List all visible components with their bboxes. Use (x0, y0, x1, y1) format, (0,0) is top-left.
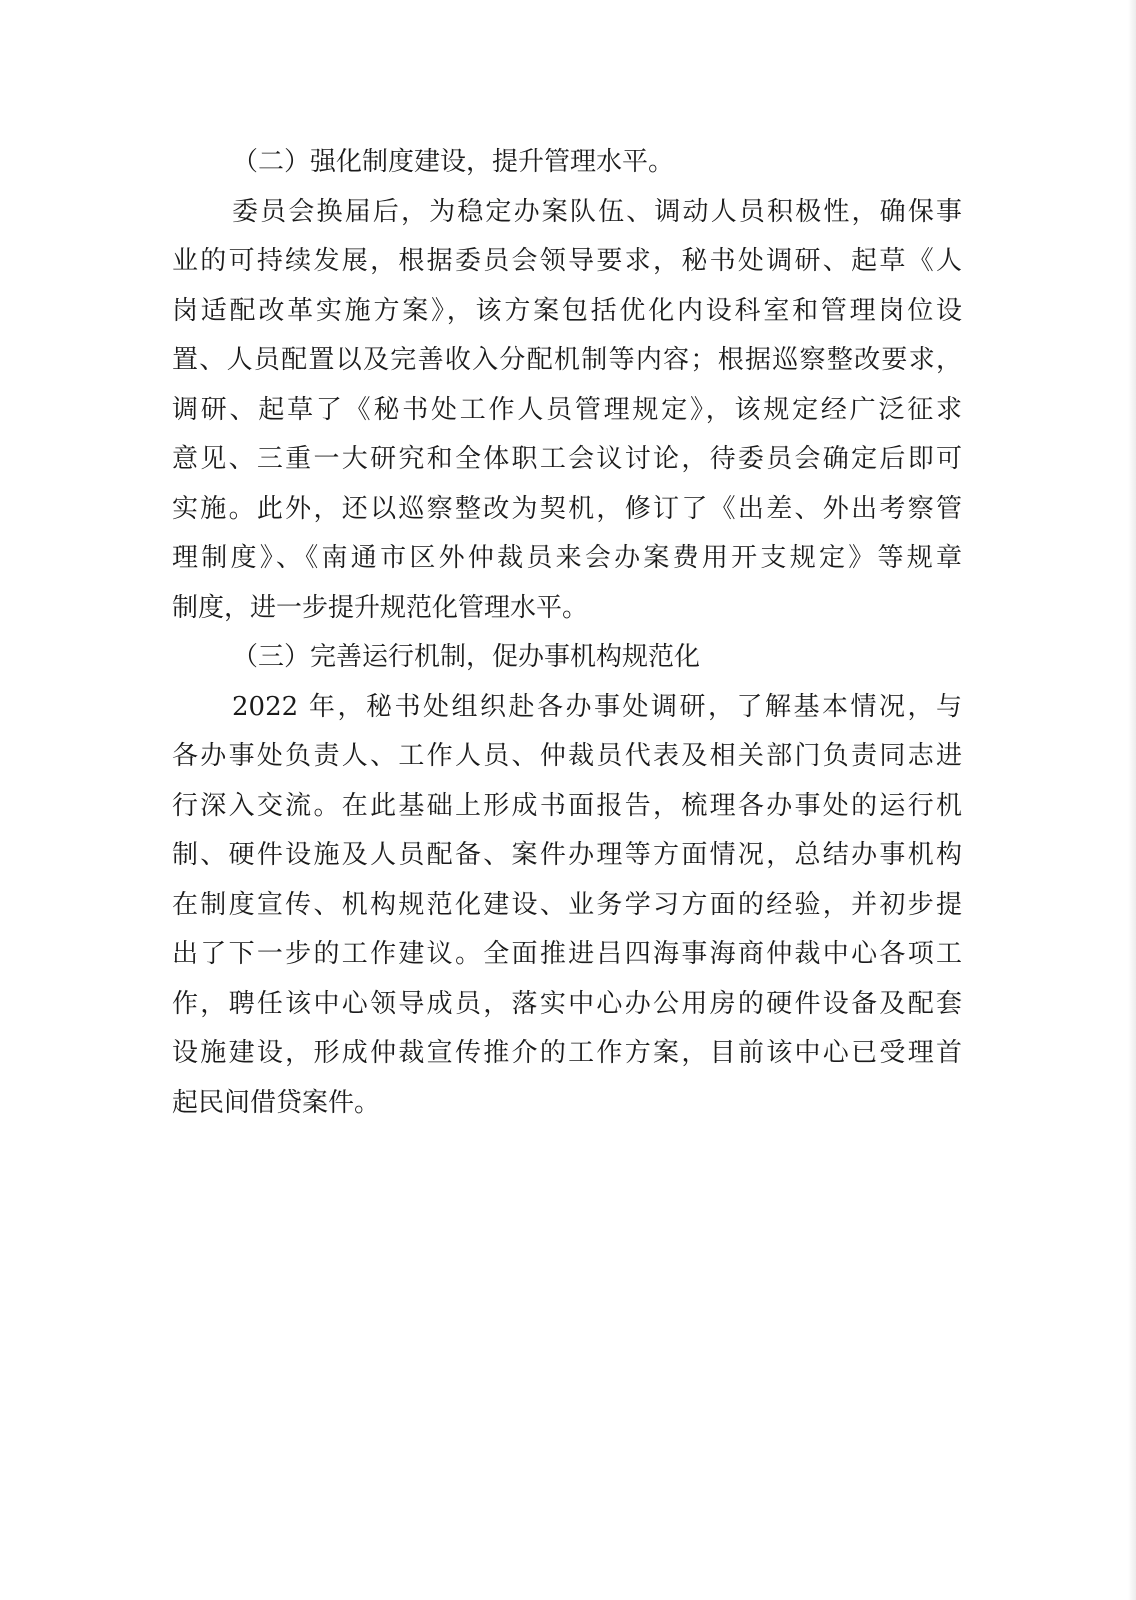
text-line: 制、硬件设施及人员配备、案件办理等方面情况，总结办事机构 (172, 840, 962, 870)
section-2-heading: （二）强化制度建设，提升管理水平。 (232, 147, 675, 177)
text-line: 意见、三重一大研究和全体职工会议讨论，待委员会确定后即可 (172, 444, 962, 474)
section-3-heading: （三）完善运行机制，促办事机构规范化 (232, 642, 701, 672)
text-line: 行深入交流。在此基础上形成书面报告，梳理各办事处的运行机 (172, 790, 962, 821)
text-line: 出了下一步的工作建议。全面推进吕四海事海商仲裁中心各项工 (172, 939, 962, 969)
text-line: 作，聘任该中心领导成员，落实中心办公用房的硬件设备及配套 (172, 988, 962, 1019)
text-line: 实施。此外，还以巡察整改为契机，修订了《出差、外出考察管 (172, 493, 962, 524)
text-line: 委员会换届后，为稳定办案队伍、调动人员积极性，确保事 (232, 196, 962, 227)
text-line: 在制度宣传、机构规范化建设、业务学习方面的经验，并初步提 (172, 889, 962, 920)
section-2-paragraph (172, 188, 962, 634)
text-line: 2022 年，秘书处组织赴各办事处调研，了解基本情况，与 (232, 691, 962, 722)
text-line: 岗适配改革实施方案》，该方案包括优化内设科室和管理岗位设 (172, 295, 962, 326)
text-line: 设施建设，形成仲裁宣传推介的工作方案，目前该中心已受理首 (172, 1038, 962, 1068)
text-line: 各办事处负责人、工作人员、仲裁员代表及相关部门负责同志进 (172, 741, 962, 771)
section-3-paragraph (172, 683, 962, 1129)
text-line: 业的可持续发展，根据委员会领导要求，秘书处调研、起草《人 (172, 246, 962, 276)
text-line: 起民间借贷案件。 (172, 1087, 381, 1118)
text-line: 调研、起草了《秘书处工作人员管理规定》，该规定经广泛征求 (172, 394, 962, 425)
text-line: 制度，进一步提升规范化管理水平。 (172, 592, 589, 623)
text-line: 理制度》、《南通市区外仲裁员来会办案费用开支规定》等规章 (172, 543, 962, 573)
text-line: 置、人员配置以及完善收入分配机制等内容；根据巡察整改要求， (172, 345, 962, 375)
document-body (172, 138, 962, 1128)
